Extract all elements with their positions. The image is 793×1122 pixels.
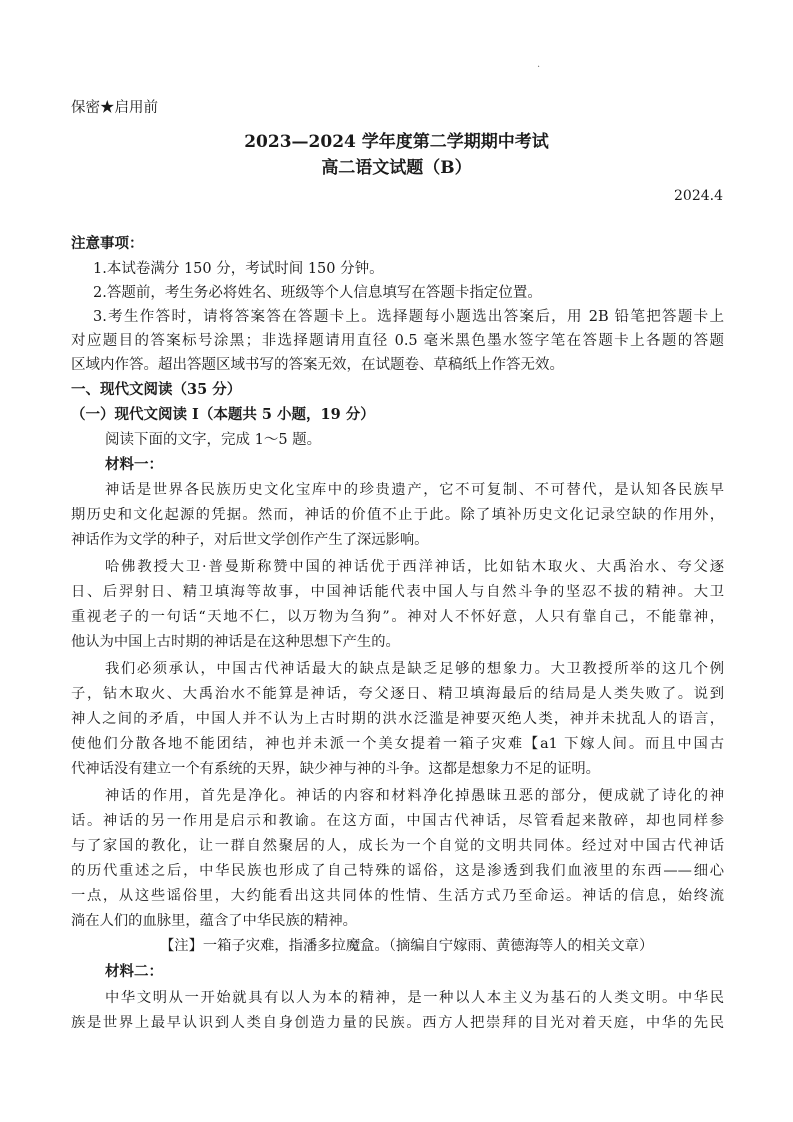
p1-line-1	[105, 480, 724, 500]
m2-line-2-text: 族是世界上最早认识到人类自身创造力量的民族。西方人把崇拜的目光对着天庭，中华的先民	[71, 1015, 724, 1031]
subpart-heading: （一）现代文阅读 I（本题共 5 小题，19 分）	[71, 406, 375, 423]
p4-line-3-text: 与了家国的教化，让一群自然聚居的人，成长为一个自觉的文明共同体。经过对中国古代神话	[71, 838, 724, 854]
exam-title: 2023—2024 学年度第二学期期中考试	[244, 132, 549, 152]
p3-line-1	[105, 659, 724, 679]
footnote: 【注】一箱子灾难，指潘多拉魔盒。（摘编自宁嫁雨、黄德海等人的相关文章）	[160, 938, 654, 954]
p2-line-3	[71, 607, 724, 627]
p2-line-2	[71, 582, 724, 602]
p4-line-4	[71, 861, 724, 881]
notice-item-2: 2.答题前，考生务必将姓名、班级等个人信息填写在答题卡指定位置。	[93, 285, 542, 301]
m2-line-1-text: 中华文明从一开始就具有以人为本的精神，是一种以人本主义为基石的人类文明。中华民	[105, 990, 724, 1006]
p1-line-2-text: 期历史和文化起源的凭据。然而，神话的价值不止于此。除了填补历史文化记录空缺的作用外，	[71, 507, 724, 523]
p3-line-2-text: 子，钻木取火、大禹治水不能算是神话，夸父逐日、精卫填海最后的结局是人类失败了。说到	[71, 686, 724, 702]
p3-line-5: 代神话没有建立一个有系统的天界，缺少神与神的斗争。这都是想象力不足的证明。	[71, 761, 600, 777]
p4-line-5	[71, 886, 724, 906]
p2-line-3-text: 重视老子的一句话“天地不仁，以万物为刍狗”。神对人不怀好意，人只有靠自己，不能靠神，	[71, 609, 724, 625]
p3-line-3	[71, 709, 724, 729]
notice-item-3-line-1-text: 3.考生作答时，请将答案答在答题卡上。选择题每小题选出答案后，用 2B 铅笔把答题卡上	[93, 309, 724, 325]
m2-line-1	[105, 988, 724, 1008]
p3-line-3-text: 神人之间的矛盾，中国人并不认为上古时期的洪水泛滥是神要灭绝人类，神并未扰乱人的语言，	[71, 711, 724, 727]
p3-line-2	[71, 684, 724, 704]
material-2-label: 材料二：	[105, 963, 163, 980]
p4-line-4-text: 的历代重述之后，中华民族也形成了自己特殊的谣俗，这是渗透到我们血液里的东西——细心	[71, 863, 724, 879]
notice-item-3-line-1	[93, 307, 724, 327]
p3-line-4-text: 使他们分散各地不能团结，神也并未派一个美女提着一箱子灾难【a1 下嫁人间。而且中国古	[71, 736, 724, 752]
p1-line-3: 神话作为文学的种子，对后世文学创作产生了深远影响。	[71, 532, 429, 548]
p1-line-2	[71, 505, 724, 525]
material-1-label: 材料一：	[105, 456, 163, 473]
p4-line-1	[105, 786, 724, 806]
p2-line-1	[105, 557, 724, 577]
p2-line-1-text: 哈佛教授大卫·普曼斯称赞中国的神话优于西洋神话，比如钻木取火、大禹治水、夸父逐	[105, 559, 724, 575]
exam-subtitle: 高二语文试题（B）	[321, 158, 472, 178]
notice-item-3-line-3: 区域内作答。超出答题区域书写的答案无效，在试题卷、草稿纸上作答无效。	[71, 357, 564, 373]
exam-date: 2024.4	[674, 188, 723, 204]
p1-line-1-text: 神话是世界各民族历史文化宝库中的珍贵遗产，它不可复制、不可替代，是认知各民族早	[105, 482, 724, 498]
p2-line-2-text: 日、后羿射日、精卫填海等故事，中国神话能代表中国人与自然斗争的坚忍不拔的精神。大卫	[71, 584, 724, 600]
m2-line-2	[71, 1013, 724, 1033]
notice-item-3-line-2	[71, 331, 724, 351]
p4-line-1-text: 神话的作用，首先是净化。神话的内容和材料净化掉愚昧丑恶的部分，便成就了诗化的神	[105, 788, 724, 804]
part-heading: 一、现代文阅读（35 分）	[71, 381, 242, 398]
notice-item-3-line-2-text: 对应题目的答案标号涂黑；非选择题请用直径 0.5 毫米黑色墨水签字笔在答题卡上各题的答题	[71, 333, 724, 349]
p3-line-1-text: 我们必须承认，中国古代神话最大的缺点是缺乏足够的想象力。大卫教授所举的这几个例	[105, 661, 724, 677]
p4-line-2	[71, 811, 724, 831]
p3-line-4	[71, 734, 724, 754]
p4-line-6: 淌在人们的血脉里，蕴含了中华民族的精神。	[71, 913, 357, 929]
notice-item-1: 1.本试卷满分 150 分，考试时间 150 分钟。	[93, 261, 384, 277]
p4-line-2-text: 话。神话的另一作用是启示和教谕。在这方面，中国古代神话，尽管看起来散碎，却也同样参	[71, 813, 724, 829]
instruction: 阅读下面的文字，完成 1～5 题。	[105, 432, 322, 448]
p2-line-4: 他认为中国上古时期的神话是在这种思想下产生的。	[71, 634, 400, 650]
scan-dot: ·	[537, 62, 541, 73]
p4-line-5-text: 一点，从这些谣俗里，大约能看出这共同体的性情、生活方式乃至命运。神话的信息，始终流	[71, 888, 724, 904]
secret-mark: 保密★启用前	[71, 100, 158, 116]
p4-line-3	[71, 836, 724, 856]
notice-heading: 注意事项：	[71, 235, 144, 252]
